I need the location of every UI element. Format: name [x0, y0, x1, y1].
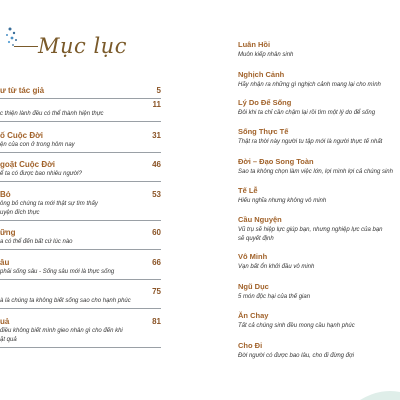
toc-entry-title: Cầu Nguyện [238, 215, 282, 224]
toc-entry-page-number: 60 [152, 228, 161, 237]
toc-entry-title: Lý Do Để Sống [238, 98, 292, 107]
toc-entry-divider [0, 152, 161, 153]
toc-entry-description: à là chúng ta không biết sống sao cho hạnh phúc [0, 298, 131, 304]
toc-entry-description: Vạn bất ổn khởi đầu vô minh [238, 264, 315, 270]
toc-entry-description: Hiếu nghĩa nhưng không vô minh [238, 198, 327, 204]
toc-entry-title: Bỏ [0, 190, 11, 199]
toc-entry-title: ố Cuộc Đời [0, 131, 44, 140]
toc-entry-title: Đời – Đạo Song Toàn [238, 157, 314, 166]
toc-entry-title: Sống Thực Tế [238, 127, 289, 136]
toc-entry-page-number: 75 [152, 287, 161, 296]
toc-entry-description: ện của con ở trong hôm nay [0, 142, 75, 148]
toc-entry-page-number: 11 [152, 100, 161, 109]
toc-entry-title: Luân Hồi [238, 40, 271, 49]
decorative-wave-icon [360, 386, 400, 400]
toc-entry-divider [0, 220, 161, 221]
toc-entry-divider [0, 249, 161, 250]
toc-entry-page-number: 31 [152, 131, 161, 140]
toc-entry-description: Sao ta không chọn làm việc lớn, lợi mình lợi cả chúng sinh [238, 169, 393, 175]
toc-entry-page-number: 46 [152, 160, 161, 169]
toc-entry-title: ững [0, 228, 16, 237]
toc-entry-page-number: 81 [152, 317, 161, 326]
toc-entry-description: 5 món độc hại của thế gian [238, 294, 311, 300]
toc-entry-title: Cho Đi [238, 341, 263, 350]
toc-entry-description: Tất cả chúng sinh đều mong cầu hạnh phúc [238, 323, 355, 329]
toc-entry-description: Đời người có được bao lâu, cho đi đừng đợi [238, 353, 354, 359]
toc-entry-description: Đôi khi ta chỉ cần chậm lại rồi tìm một lý do để sống [238, 110, 376, 116]
toc-entry-divider [0, 98, 161, 99]
decorative-ornament-icon [0, 22, 30, 52]
toc-entry-divider [0, 347, 161, 348]
toc-entry-description: phải sống sâu - Sống sâu mới là thực sống [0, 269, 115, 275]
toc-entry-title: Vô Minh [238, 252, 268, 261]
toc-entry-description: c thiện lành đều có thể thành hiện thực [0, 111, 104, 117]
toc-entry-description: ể ta có được bao nhiêu người? [0, 171, 82, 177]
toc-entry-description: điều không biết mình gieo nhân gì cho đến khi [0, 328, 123, 334]
toc-entry-title: uả [0, 317, 10, 326]
toc-entry-description: ông bỏ chúng ta mới thật sự tìm thấy [0, 201, 98, 207]
toc-entry-page-number: 5 [156, 86, 161, 95]
page-title: Mục lục [38, 34, 127, 58]
toc-entry-title: Ngũ Dục [238, 282, 269, 291]
toc-entry-description: ặt quả [0, 337, 17, 343]
toc-entry-description: Muôn kiếp nhân sinh [238, 52, 294, 58]
toc-entry-divider [0, 308, 161, 309]
toc-entry-description: Hãy nhận ra những gì nghịch cảnh mang lại cho mình [238, 82, 381, 88]
toc-entry-description: uyện đích thực [0, 210, 40, 216]
toc-entry-title: Nghịch Cảnh [238, 70, 285, 79]
toc-entry-page-number: 53 [152, 190, 161, 199]
toc-entry-title: ư từ tác giả [0, 86, 45, 95]
toc-entry-description: sẽ quyết định [238, 236, 274, 242]
toc-entry-page-number: 66 [152, 258, 161, 267]
toc-entry-divider [0, 121, 161, 122]
toc-entry-description: Thật ra thời này người tu tập mới là người thực tế nhất [238, 139, 383, 145]
heading-rule [14, 46, 38, 47]
toc-entry-title: âu [0, 258, 10, 267]
toc-entry-title: Tế Lễ [238, 186, 258, 195]
toc-entry-divider [0, 181, 161, 182]
toc-entry-divider [0, 279, 161, 280]
toc-entry-title: Ăn Chay [238, 311, 269, 320]
toc-entry-title: goặt Cuộc Đời [0, 160, 56, 169]
toc-entry-description: a có thể đến bất cứ lúc nào [0, 239, 73, 245]
toc-entry-description: Vũ trụ sẽ hiệp lực giúp bạn, nhưng nghiệp lực của bạn [238, 227, 383, 233]
